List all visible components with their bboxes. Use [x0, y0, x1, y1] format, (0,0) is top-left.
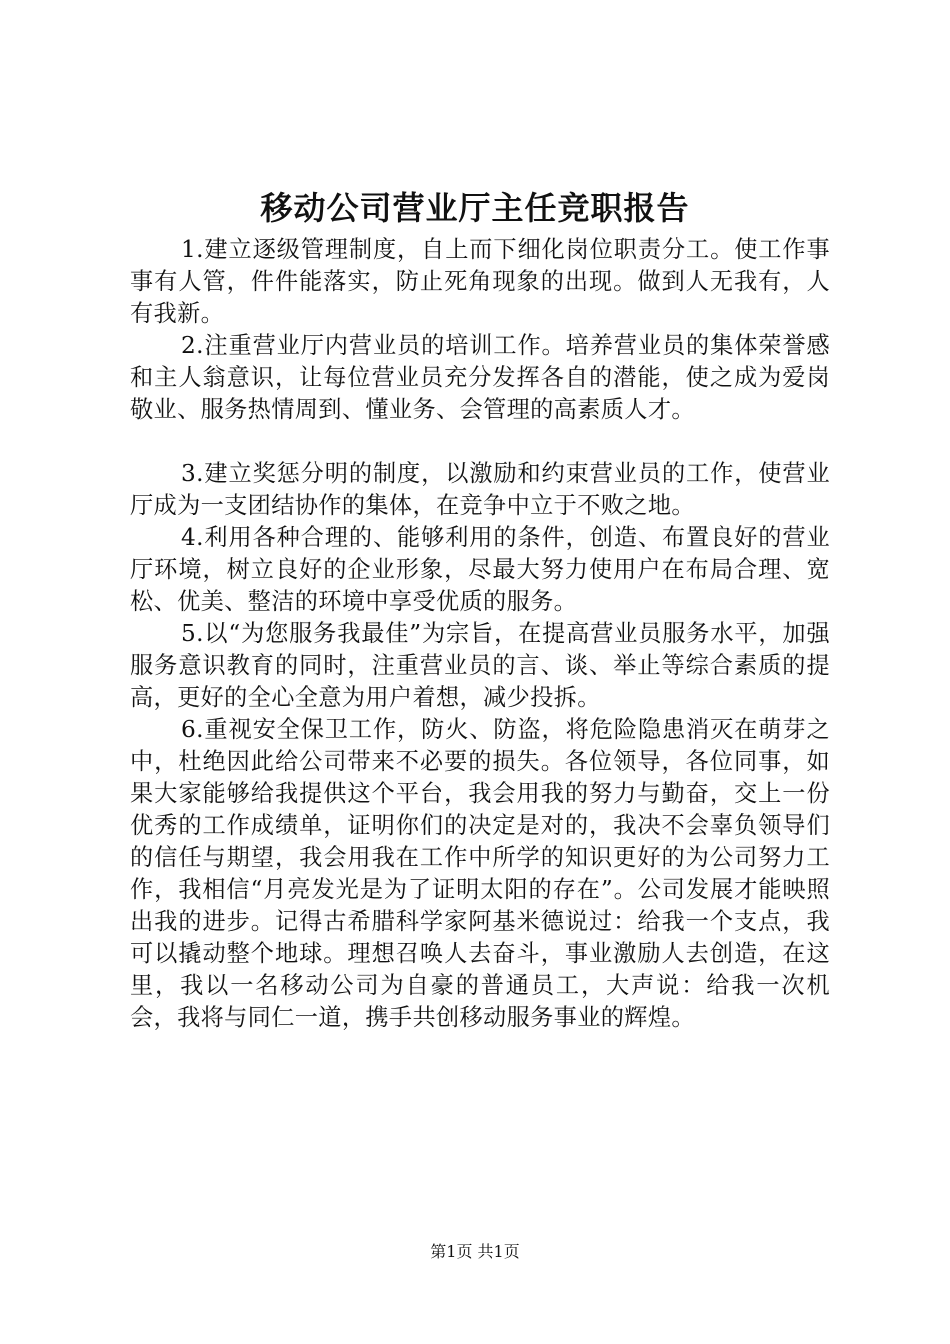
paragraph-5: 5.以“为您服务我最佳”为宗旨，在提高营业员服务水平，加强服务意识教育的同时，注重营业员的言、谈、举止等综合素质的提高，更好的全心全意为用户着想，减少投拆。 [130, 620, 830, 711]
page-number-footer: 第1页 共1页 [430, 1242, 520, 1261]
paragraph-2: 2.注重营业厅内营业员的培训工作。培养营业员的集体荣誉感和主人翁意识，让每位营业员充分发挥各自的潜能，使之成为爱岗敬业、服务热情周到、懂业务、会管理的高素质人才。 [130, 332, 830, 423]
paragraph-1: 1.建立逐级管理制度，自上而下细化岗位职责分工。使工作事事有人管，件件能落实，防止死角现象的出现。做到人无我有，人有我新。 [130, 236, 830, 327]
paragraph-6: 6.重视安全保卫工作，防火、防盗，将危险隐患消灭在萌芽之中，杜绝因此给公司带来不必要的损失。各位领导，各位同事，如果大家能够给我提供这个平台，我会用我的努力与勤奋，交上一份优秀的工作成绩单，证明你们的决定是对的，我决不会辜负领导们的信任与期望，我会用我在工作中所学的知识更好的为公司努力工作，我相信“月亮发光是为了证明太阳的存在”。公司发展才能映照出我的进步。记得古希腊科学家阿基米德说过：给我一个支点，我可以撬动整个地球。理想召唤人去奋斗，事业激励人去创造，在这里，我以一名移动公司为自豪的普通员工，大声说：给我一次机会，我将与同仁一道，携手共创移动服务事业的辉煌。 [130, 716, 830, 1031]
document-body [130, 234, 830, 1034]
document-title: 移动公司营业厅主任竞职报告 [260, 189, 690, 227]
paragraph-3: 3.建立奖惩分明的制度，以激励和约束营业员的工作，使营业厅成为一支团结协作的集体，在竞争中立于不败之地。 [130, 460, 830, 519]
paragraph-4: 4.利用各种合理的、能够利用的条件，创造、布置良好的营业厅环境，树立良好的企业形象，尽最大努力使用户在布局合理、宽松、优美、整洁的环境中享受优质的服务。 [130, 524, 830, 615]
